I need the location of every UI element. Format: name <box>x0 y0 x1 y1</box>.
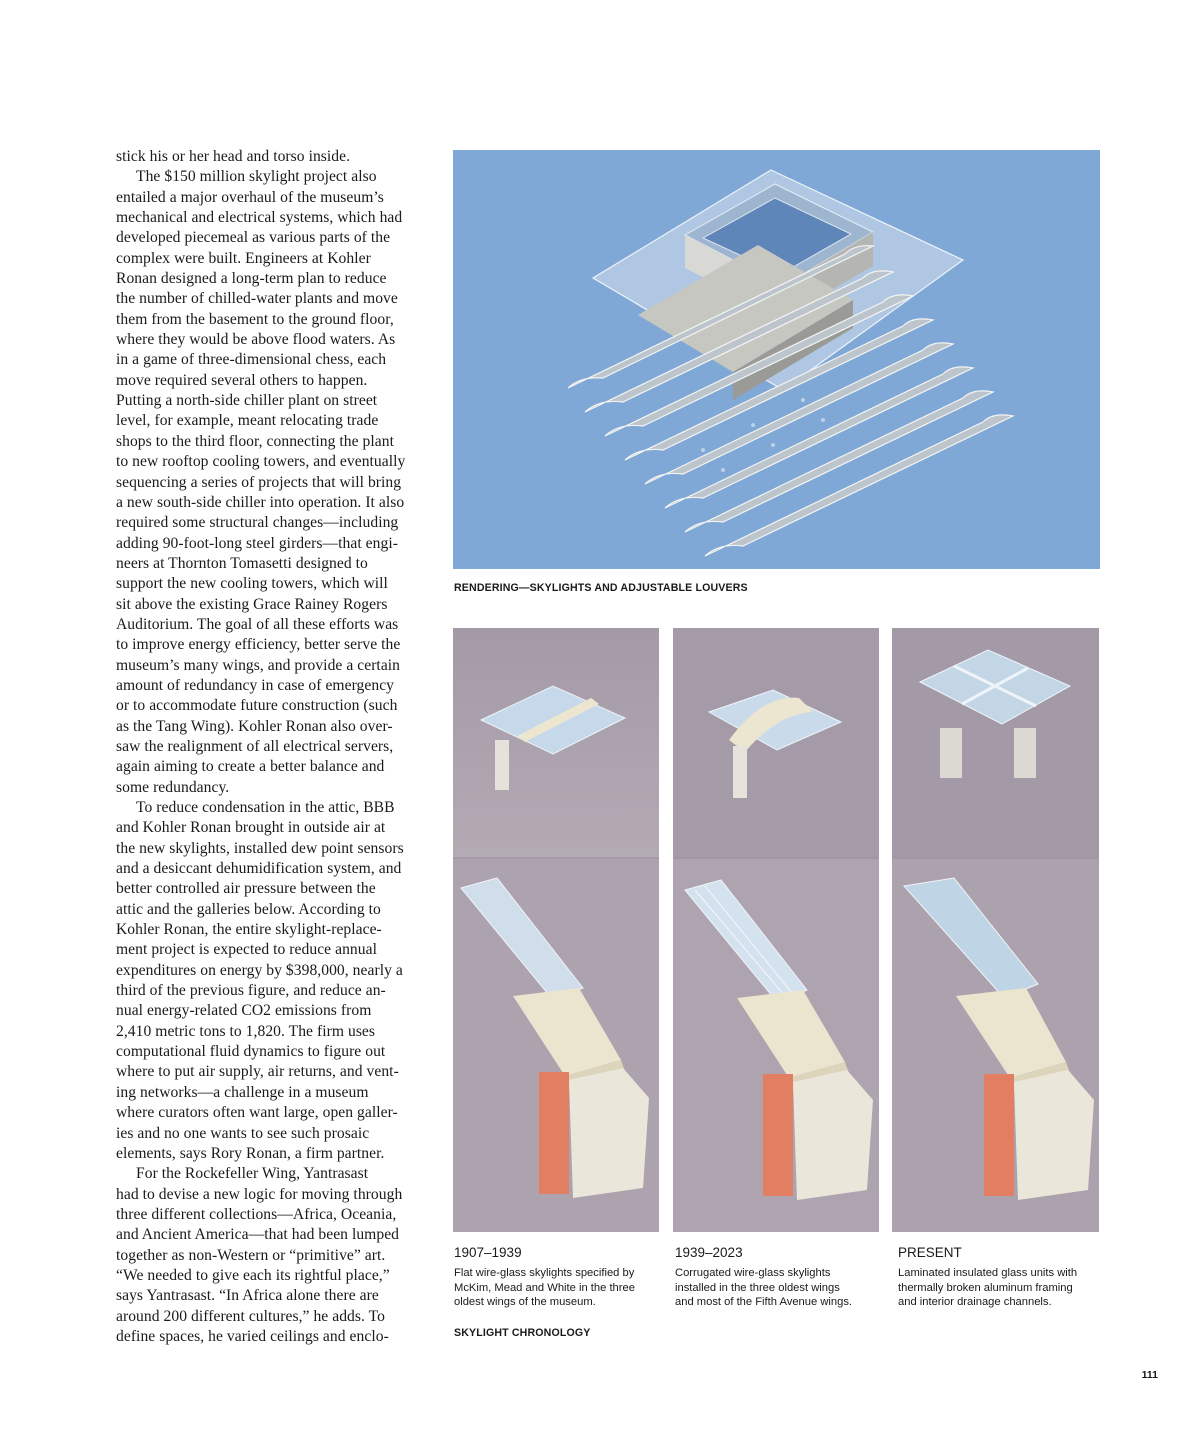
article-line: better controlled air pressure between the <box>116 880 376 898</box>
article-line: shops to the third floor, connecting the plant <box>116 432 394 450</box>
article-line: nual energy-related CO2 emissions from <box>116 1002 372 1020</box>
article-line: and a desiccant dehumidification system, and <box>116 860 402 878</box>
article-line: some redundancy. <box>116 778 230 796</box>
article-line: to new rooftop cooling towers, and eventually <box>116 453 406 471</box>
article-line: complex were built. Engineers at Kohler <box>116 249 371 267</box>
article-line: where curators often want large, open galler- <box>116 1104 398 1122</box>
article-line: saw the realignment of all electrical servers, <box>116 737 394 755</box>
rendering-skylight-louvers <box>453 150 1100 569</box>
era-desc-line: McKim, Mead and White in the three <box>454 1281 635 1294</box>
article-line: For the Rockefeller Wing, Yantrasast <box>136 1165 369 1183</box>
panel-1939-2023 <box>673 628 879 1232</box>
article-line: adding 90-foot-long steel girders—that engi- <box>116 534 398 552</box>
article-line: Auditorium. The goal of all these efforts was <box>116 615 399 633</box>
article-line: as the Tang Wing). Kohler Ronan also over- <box>116 717 393 735</box>
article-line: sequencing a series of projects that will bring <box>116 473 402 491</box>
article-line: entailed a major overhaul of the museum’s <box>116 188 384 206</box>
article-line: where to put air supply, air returns, and vent- <box>116 1063 399 1081</box>
article-line: together as non-Western or “primitive” art. <box>116 1246 386 1264</box>
article-line: stick his or her head and torso inside. <box>116 148 351 165</box>
era-desc-line: Flat wire-glass skylights specified by <box>454 1267 635 1279</box>
article-line: ment project is expected to reduce annual <box>116 941 377 959</box>
article-line: in a game of three-dimensional chess, each <box>116 351 387 369</box>
article-line: support the new cooling towers, which will <box>116 575 388 593</box>
article-line: attic and the galleries below. According to <box>116 900 381 918</box>
panel-present <box>892 628 1099 1232</box>
article-line: developed piecemeal as various parts of the <box>116 229 391 247</box>
article-line: and Kohler Ronan brought in outside air at <box>116 819 386 837</box>
era-label: 1907–1939 <box>454 1245 522 1260</box>
article-line: computational fluid dynamics to figure out <box>116 1043 386 1061</box>
article-line: To reduce condensation in the attic, BBB <box>136 799 395 816</box>
article-line: Kohler Ronan, the entire skylight-replace- <box>116 921 382 939</box>
article-line: level, for example, meant relocating trade <box>116 412 379 430</box>
era-label: 1939–2023 <box>675 1245 743 1260</box>
article-line: three different collections—Africa, Oceania, <box>116 1205 397 1223</box>
article-line: again aiming to create a better balance and <box>116 758 385 776</box>
era-desc-line: and interior drainage channels. <box>898 1296 1052 1309</box>
article-line: neers at Thornton Tomasetti designed to <box>116 554 368 572</box>
article-line: move required several others to happen. <box>116 371 368 389</box>
article-line: ing networks—a challenge in a museum <box>116 1083 369 1101</box>
article-line: a new south-side chiller into operation. It also <box>116 493 405 511</box>
article-line: The $150 million skylight project also <box>136 168 377 186</box>
era-label: PRESENT <box>898 1245 962 1260</box>
article-line: had to devise a new logic for moving through <box>116 1185 403 1203</box>
article-line: museum’s many wings, and provide a certain <box>116 656 401 674</box>
article-line: and Ancient America—that had been lumped <box>116 1226 400 1244</box>
article-line: elements, says Rory Ronan, a firm partner. <box>116 1144 385 1162</box>
era-desc-line: Corrugated wire-glass skylights <box>675 1267 831 1279</box>
era-desc-line: thermally broken aluminum framing <box>898 1281 1073 1294</box>
era-desc-line: Laminated insulated glass units with <box>898 1267 1078 1279</box>
article-line: or to accommodate future construction (such <box>116 697 398 715</box>
article-line: sit above the existing Grace Rainey Rogers <box>116 595 388 613</box>
article-body <box>116 147 422 1347</box>
article-line: expenditures on energy by $398,000, nearly a <box>116 961 403 979</box>
article-line: around 200 different cultures,” he adds. To <box>116 1307 385 1325</box>
era-desc-line: oldest wings of the museum. <box>454 1296 596 1309</box>
article-line: ies and no one wants to see such prosaic <box>116 1124 370 1142</box>
article-line: required some structural changes—including <box>116 514 399 532</box>
article-line: the new skylights, installed dew point sensors <box>116 839 404 857</box>
rendering-caption: RENDERING—SKYLIGHTS AND ADJUSTABLE LOUVERS <box>454 582 748 594</box>
era-description <box>454 1266 669 1310</box>
article-line: define spaces, he varied ceilings and enclo- <box>116 1327 389 1345</box>
article-line: says Yantrasast. “In Africa alone there are <box>116 1287 379 1305</box>
article-line: “We needed to give each its rightful place,” <box>116 1266 390 1284</box>
era-description <box>675 1266 890 1310</box>
article-line: third of the previous figure, and reduce an- <box>116 982 386 1000</box>
article-line: where they would be above flood waters. As <box>116 331 396 349</box>
article-line: amount of redundancy in case of emergency <box>116 676 395 694</box>
article-line: Ronan designed a long-term plan to reduce <box>116 270 387 288</box>
panel-1907-1939 <box>453 628 659 1232</box>
article-line: Putting a north-side chiller plant on street <box>116 392 378 410</box>
article-line: them from the basement to the ground floor, <box>116 310 394 328</box>
era-desc-line: and most of the Fifth Avenue wings. <box>675 1296 853 1309</box>
article-line: 2,410 metric tons to 1,820. The firm uses <box>116 1022 376 1040</box>
article-line: to improve energy efficiency, better serve the <box>116 636 401 654</box>
article-line: the number of chilled-water plants and move <box>116 290 398 308</box>
era-description <box>898 1266 1113 1310</box>
chronology-caption: SKYLIGHT CHRONOLOGY <box>454 1327 591 1339</box>
page-number: 111 <box>1141 1369 1158 1381</box>
era-desc-line: installed in the three oldest wings <box>675 1281 840 1294</box>
article-line: mechanical and electrical systems, which had <box>116 209 403 227</box>
